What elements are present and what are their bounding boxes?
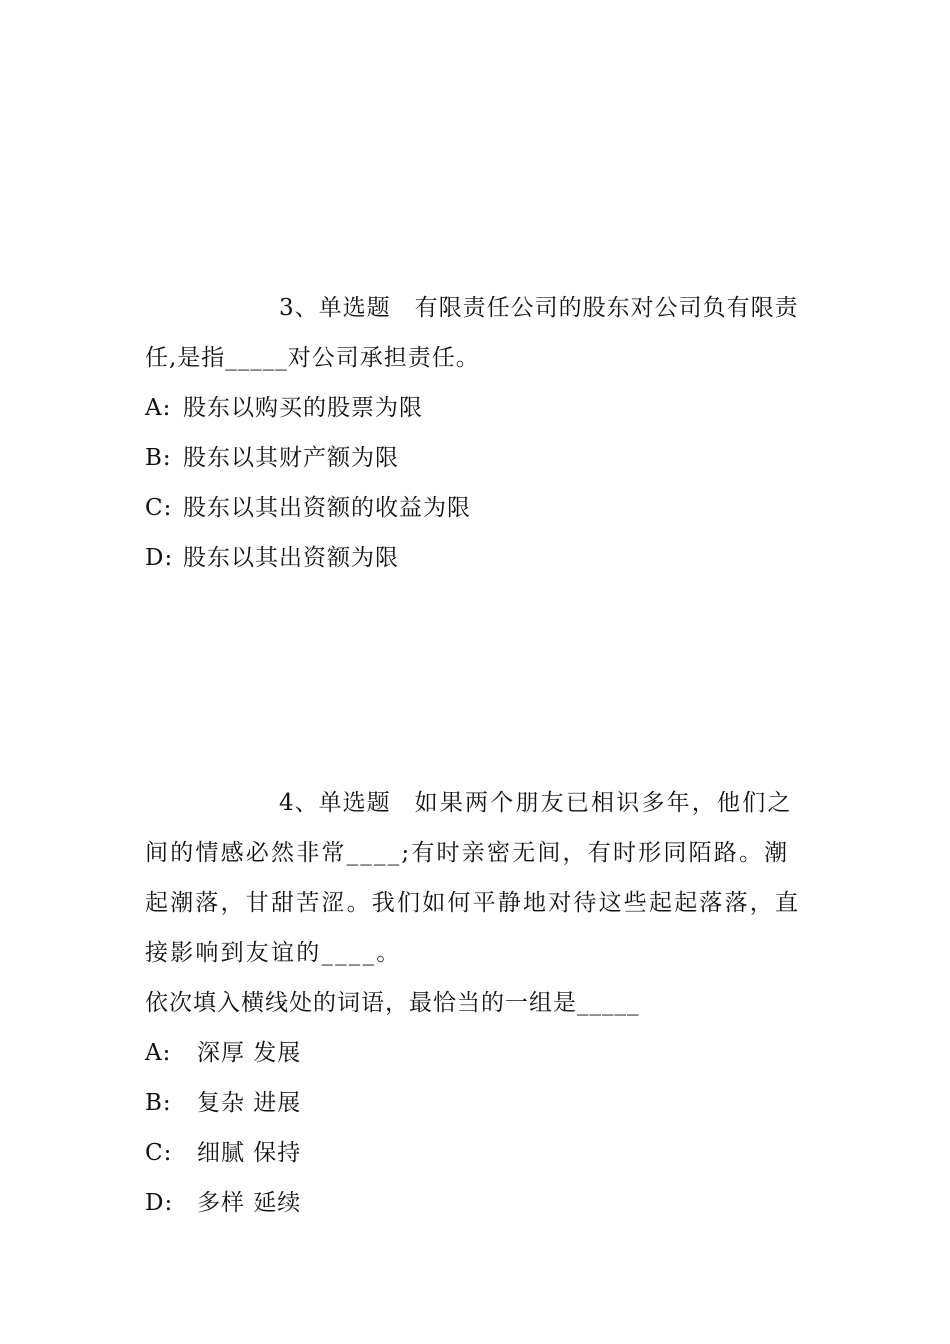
option-list [145, 383, 810, 583]
option-key: B: [145, 1090, 172, 1116]
option-a[interactable] [145, 383, 810, 433]
option-key: C: [145, 1140, 173, 1166]
option-b[interactable] [145, 433, 810, 483]
option-key: C: [145, 495, 173, 521]
option-text: 深厚 发展 [197, 1040, 302, 1066]
option-b[interactable] [145, 1078, 810, 1128]
question-stem [145, 283, 810, 383]
option-text: 股东以其出资额为限 [183, 545, 399, 571]
option-d[interactable] [145, 533, 810, 583]
option-text: 股东以其出资额的收益为限 [183, 495, 471, 521]
option-c[interactable] [145, 483, 810, 533]
question-text: 有限责任公司的股东对公司负有限责任,是指_____对公司承担责任。 [145, 295, 799, 371]
option-key: A: [145, 395, 172, 421]
question-instruction: 依次填入横线处的词语，最恰当的一组是_____ [145, 990, 640, 1016]
question-text: 如果两个朋友已相识多年，他们之间的情感必然非常____;有时亲密无间，有时形同陌路。潮起潮落，甘甜苦涩。我们如何平静地对待这些起起落落，直接影响到友谊的____。 [145, 790, 801, 966]
question-label: 4、单选题 [279, 790, 391, 816]
option-text: 复杂 进展 [197, 1090, 302, 1116]
option-key: D: [145, 1190, 174, 1216]
option-key: D: [145, 545, 174, 571]
option-c[interactable] [145, 1128, 810, 1178]
option-text: 股东以购买的股票为限 [183, 395, 423, 421]
option-text: 细腻 保持 [197, 1140, 302, 1166]
option-text: 多样 延续 [197, 1190, 302, 1216]
question-stem [145, 778, 810, 978]
option-list [145, 1028, 810, 1228]
question-label: 3、单选题 [279, 295, 391, 321]
option-a[interactable] [145, 1028, 810, 1078]
question-4 [145, 778, 810, 1228]
question-3 [145, 283, 810, 583]
option-d[interactable] [145, 1178, 810, 1228]
option-text: 股东以其财产额为限 [183, 445, 399, 471]
option-key: B: [145, 445, 172, 471]
option-key: A: [145, 1040, 172, 1066]
